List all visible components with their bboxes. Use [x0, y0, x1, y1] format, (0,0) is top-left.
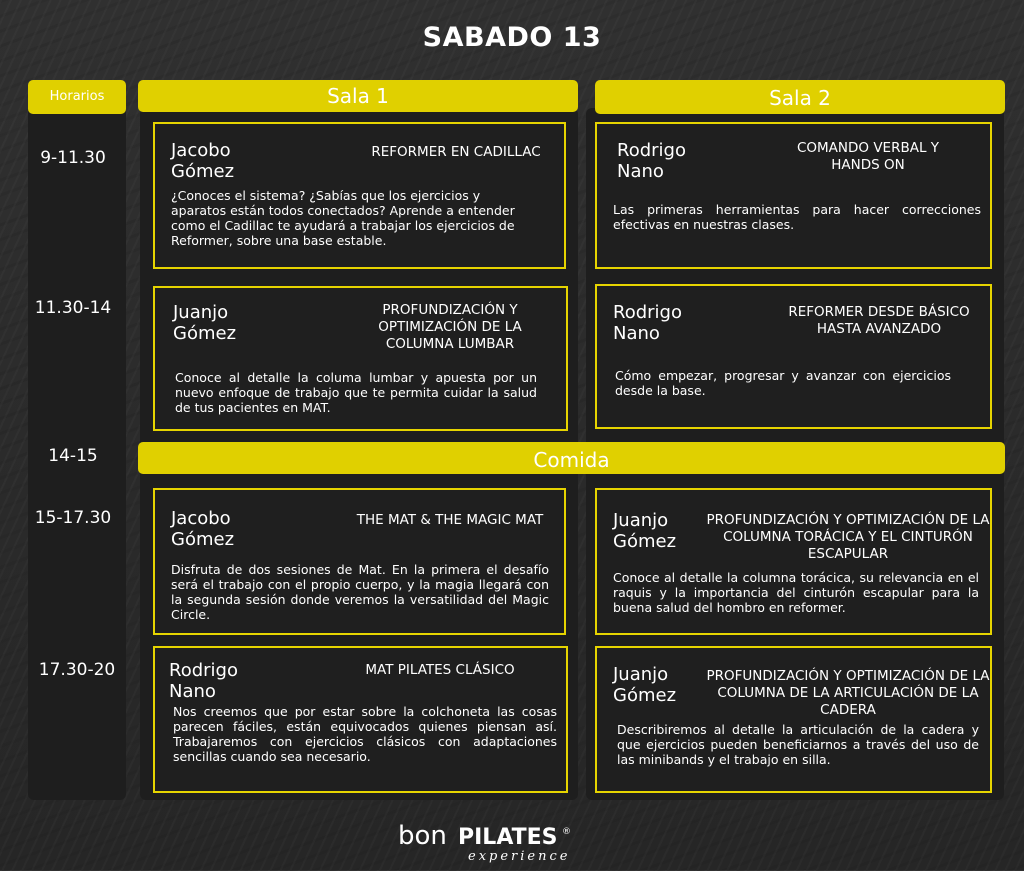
logo-registered: ® [562, 827, 571, 837]
brand-logo [0, 818, 1024, 871]
session-title: COMANDO VERBAL Y HANDS ON [796, 140, 940, 173]
speaker-name: Rodrigo Nano [169, 660, 238, 702]
session-card [595, 122, 992, 269]
time-slot-1: 9-11.30 [40, 148, 106, 168]
session-title: PROFUNDIZACIÓN Y OPTIMIZACIÓN DE LA COLUMNA LUMBAR [378, 302, 522, 352]
session-description: Nos creemos que por estar sobre la colchoneta las cosas parecen fáciles, están equivocados quienes piensan así. Trabajaremos con ejercicios clásicos con adaptaciones sencillas cuando sea necesario. [173, 704, 557, 764]
sala2-header: Sala 2 [595, 80, 1005, 114]
time-slot-4: 15-17.30 [34, 508, 112, 528]
session-card [153, 286, 568, 431]
session-title: PROFUNDIZACIÓN Y OPTIMIZACIÓN DE LA COLUMNA DE LA ARTICULACIÓN DE LA CADERA [706, 668, 990, 718]
session-title: REFORMER EN CADILLAC [371, 144, 541, 160]
session-description: Disfruta de dos sesiones de Mat. En la primera el desafío será el trabajo con el propio cuerpo, y la magia llegará con la segunda sesión donde veremos la versatilidad del Magic Circle. [171, 562, 549, 622]
speaker-name: Rodrigo Nano [617, 140, 686, 182]
session-card [153, 646, 568, 793]
session-title: THE MAT & THE MAGIC MAT [356, 512, 544, 528]
logo-tagline: experience [468, 849, 571, 864]
session-card [153, 488, 566, 635]
logo-pilates: PILATES [458, 825, 558, 850]
horarios-panel [28, 80, 126, 800]
speaker-name: Rodrigo Nano [613, 302, 682, 344]
session-description: Conoce al detalle la columna torácica, su relevancia en el raquis y la importancia del cinturón escapular para la buena salud del hombro en reformer. [613, 570, 979, 615]
session-title: PROFUNDIZACIÓN Y OPTIMIZACIÓN DE LA COLUMNA TORÁCICA Y EL CINTURÓN ESCAPULAR [706, 512, 990, 562]
session-card [153, 122, 566, 269]
logo-bon: bon [398, 821, 447, 851]
time-slot-3: 14-15 [48, 446, 98, 466]
page-title: SABADO 13 [422, 22, 602, 53]
session-description: ¿Conoces el sistema? ¿Sabías que los ejercicios y aparatos están todos conectados? Aprende a entender como el Cadillac te ayudará a trabajar los ejercicios de Reformer, sobre una base estable. [171, 188, 515, 248]
comida-bar: Comida [138, 442, 1005, 474]
speaker-name: Juanjo Gómez [173, 302, 237, 344]
session-description: Cómo empezar, progresar y avanzar con ejercicios desde la base. [615, 368, 951, 398]
speaker-name: Jacobo Gómez [171, 140, 235, 182]
brand-logo-svg [392, 818, 632, 866]
session-card [595, 284, 992, 429]
session-title: MAT PILATES CLÁSICO [365, 662, 515, 678]
speaker-name: Juanjo Gómez [613, 664, 677, 706]
horarios-header: Horarios [28, 80, 126, 114]
speaker-name: Juanjo Gómez [613, 510, 677, 552]
session-description: Describiremos al detalle la articulación de la cadera y que ejercicios pueden beneficiarnos a través del uso de las minibands y el trabajo en silla. [617, 722, 979, 767]
session-card [595, 646, 992, 793]
time-slot-2: 11.30-14 [34, 298, 112, 318]
session-description: Las primeras herramientas para hacer correcciones efectivas en nuestras clases. [613, 202, 981, 232]
session-card [595, 488, 992, 635]
sala1-header: Sala 1 [138, 80, 578, 112]
session-description: Conoce al detalle la columa lumbar y apuesta por un nuevo enfoque de trabajo que te permita cuidar la salud de tus pacientes en MAT. [175, 370, 537, 415]
speaker-name: Jacobo Gómez [171, 508, 235, 550]
session-title: REFORMER DESDE BÁSICO HASTA AVANZADO [788, 304, 970, 337]
time-slot-5: 17.30-20 [38, 660, 116, 680]
